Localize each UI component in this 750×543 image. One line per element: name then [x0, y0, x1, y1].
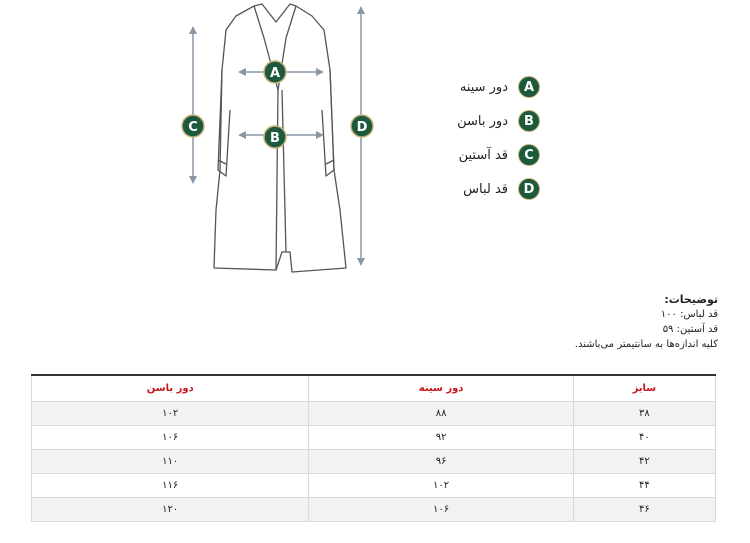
- legend-badge: C: [518, 144, 540, 166]
- table-row: [32, 426, 716, 450]
- legend-label: قد لباس: [463, 181, 508, 197]
- badge-a-marker: [264, 61, 286, 83]
- legend-item-c: [440, 138, 540, 172]
- cell-size: ۴۲: [573, 450, 715, 474]
- coat-diagram: [170, 0, 390, 280]
- cell-hip: ۱۰۶: [32, 426, 309, 450]
- header-hip: دور باسن: [32, 375, 309, 402]
- cell-size: ۴۶: [573, 498, 715, 522]
- table-row: [32, 474, 716, 498]
- header-size: سایز: [573, 375, 715, 402]
- size-table: [31, 374, 716, 522]
- badge-b-marker: [264, 126, 286, 148]
- header-chest: دور سینه: [309, 375, 573, 402]
- badge-d-marker: [351, 115, 373, 137]
- cell-chest: ۱۰۶: [309, 498, 573, 522]
- legend-item-d: [440, 172, 540, 206]
- legend-badge: D: [518, 178, 540, 200]
- badge-c-letter: C: [188, 120, 198, 135]
- legend-item-b: [440, 104, 540, 138]
- notes-title: توضیحات:: [664, 293, 718, 306]
- cell-chest: ۱۰۲: [309, 474, 573, 498]
- cell-size: ۴۴: [573, 474, 715, 498]
- table-row: [32, 450, 716, 474]
- note-units: کلیه اندازه‌ها به سانتیمتر می‌باشند.: [574, 339, 718, 350]
- legend-label: قد آستین: [458, 147, 508, 163]
- cell-chest: ۹۲: [309, 426, 573, 450]
- table-row: [32, 498, 716, 522]
- legend-label: دور باسن: [457, 113, 508, 129]
- legend-badge: A: [518, 76, 540, 98]
- cell-size: ۳۸: [573, 402, 715, 426]
- note-dress-length: قد لباس: ۱۰۰: [660, 309, 718, 320]
- notes-block: [498, 292, 718, 352]
- badge-d-letter: D: [356, 120, 368, 135]
- table-header-row: [32, 375, 716, 402]
- note-sleeve-length: قد آستین: ۵۹: [662, 324, 718, 335]
- badge-b-letter: B: [270, 131, 280, 146]
- badge-c-marker: [182, 115, 204, 137]
- cell-hip: ۱۱۶: [32, 474, 309, 498]
- cell-hip: ۱۲۰: [32, 498, 309, 522]
- cell-hip: ۱۱۰: [32, 450, 309, 474]
- legend-item-a: [440, 70, 540, 104]
- badge-a-letter: A: [269, 66, 281, 81]
- cell-chest: ۸۸: [309, 402, 573, 426]
- cell-chest: ۹۶: [309, 450, 573, 474]
- cell-size: ۴۰: [573, 426, 715, 450]
- measurement-legend: [440, 70, 540, 206]
- legend-badge: B: [518, 110, 540, 132]
- table-row: [32, 402, 716, 426]
- cell-hip: ۱۰۲: [32, 402, 309, 426]
- legend-label: دور سینه: [459, 79, 508, 95]
